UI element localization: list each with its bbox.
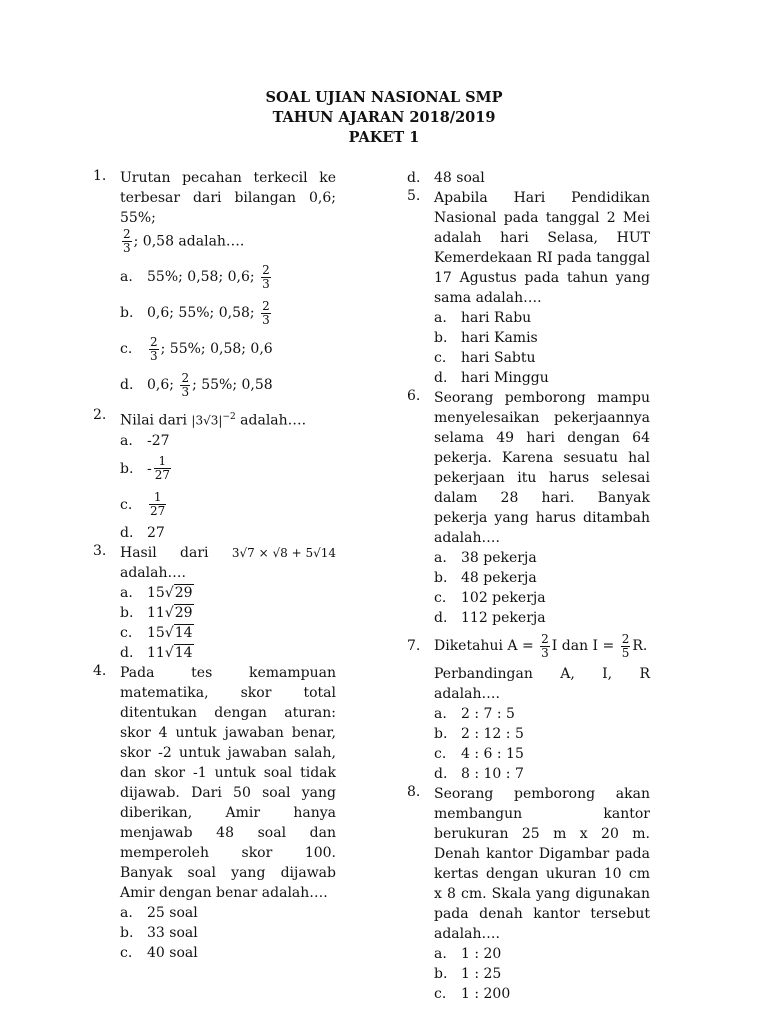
question-7	[407, 628, 650, 784]
question-4	[93, 663, 336, 963]
option-b: b. 2 : 12 : 5	[434, 726, 524, 742]
question-text: Seorang pemborong akan membangun kantor berukuran 25 m x 20 m. Denah kantor Digambar pada kertas dengan ukuran 10 cm x 8 cm. Skala yang digunakan pada denah kantor tersebut adalah….	[434, 786, 650, 942]
option-c: c. 102 pekerja	[434, 590, 546, 606]
option-d: d. 0,6; $\frac{2}{3}$ ; 55%; 0,58	[120, 370, 273, 399]
option-b: b. - $\frac{1}{27}$	[120, 454, 171, 483]
option-c: c. $\frac{2}{3}$ ; 55%; 0,58; 0,6	[120, 334, 273, 363]
exam-title: SOAL UJIAN NASIONAL SMP	[265, 89, 503, 106]
option-b: b. 1 : 25	[434, 966, 502, 982]
question-number: 5.	[407, 188, 421, 204]
option-a: a. 38 pekerja	[434, 550, 537, 566]
question-4-continued	[407, 168, 650, 188]
question-number: 7.	[407, 638, 421, 654]
question-6	[407, 388, 650, 628]
question-text-part: Urutan pecahan terkecil ke terbesar dari bilangan 0,6; 55%;	[120, 170, 336, 226]
option-a: a. 2 : 7 : 5	[434, 706, 515, 722]
option-d: d. 11√14	[120, 644, 193, 661]
option-d: d. 8 : 10 : 7	[434, 766, 524, 782]
question-5	[407, 188, 650, 388]
option-a: a. 15√29	[120, 584, 193, 601]
option-c: c. 4 : 6 : 15	[434, 746, 524, 762]
question-text-part: Perbandingan A, I, R adalah….	[434, 666, 650, 702]
option-b: b. hari Kamis	[434, 330, 538, 346]
option-b: b. 48 pekerja	[434, 570, 537, 586]
question-number: 4.	[93, 662, 107, 679]
left-column	[93, 168, 336, 963]
option-c: c. 15√14	[120, 624, 193, 641]
question-text: Diketahui A = $\frac{2}{3}$ I dan I = $\frac{2}{5}$ R.	[434, 631, 648, 660]
question-3	[93, 543, 336, 663]
question-text: Seorang pemborong mampu menyelesaikan pekerjaannya selama 49 hari dengan 64 pekerja. Karena sesuatu hal pekerjaan itu harus selesai dalam 28 hari. Banyak pekerja yang harus ditambah adalah….	[434, 390, 650, 546]
option-c: c. 1 : 200	[434, 986, 511, 1002]
option-b: b. 11√29	[120, 604, 193, 621]
package-label: PAKET 1	[348, 129, 420, 146]
option-b: b. 0,6; 55%; 0,58; $\frac{2}{3}$	[120, 298, 270, 327]
option-c: c. hari Sabtu	[434, 350, 536, 366]
option-d: d. 27	[120, 524, 165, 541]
option-a: a. -27	[120, 432, 170, 449]
option-a: a. 55%; 0,58; 0,6; $\frac{2}{3}$	[120, 262, 270, 291]
right-column	[407, 168, 650, 1004]
question-number: 2.	[93, 407, 107, 423]
question-number: 6.	[407, 388, 421, 404]
question-text	[120, 168, 336, 255]
option-d: d. 48 soal	[407, 170, 485, 186]
question-text: Pada tes kemampuan matematika, skor total ditentukan dengan aturan: skor 4 untuk jawaban benar, skor -2 untuk jawaban salah, dan skor -1 untuk soal tidak dijawab. Dari 50 soal yang diberikan, Amir hanya menjawab 48 soal dan memperoleh skor 100. Banyak soal yang dijawab Amir dengan benar adalah….	[120, 664, 336, 901]
school-year: TAHUN AJARAN 2018/2019	[272, 109, 496, 126]
question-number: 3.	[93, 542, 107, 559]
option-c: c. $\frac{1}{27}$	[120, 490, 166, 519]
question-text-part: ; 0,58 adalah….	[133, 233, 245, 250]
document-header	[0, 88, 768, 148]
option-a: a. 1 : 20	[434, 946, 502, 962]
question-number: 8.	[407, 784, 421, 800]
option-d: d. 112 pekerja	[434, 610, 546, 626]
fraction: $\frac{2}{3}$	[123, 227, 131, 255]
question-1	[93, 168, 336, 403]
question-number: 1.	[93, 168, 107, 184]
question-text-part: adalah….	[120, 564, 186, 581]
option-a: a. hari Rabu	[434, 310, 532, 326]
question-2	[93, 407, 336, 543]
option-a: a. 25 soal	[120, 904, 198, 921]
question-8	[407, 784, 650, 1004]
question-text: Nilai dari $|3√3|^{-2}$ adalah….	[120, 412, 307, 429]
question-text: Hasil dari 3√7 × √8 + 5√14	[120, 544, 336, 561]
option-c: c. 40 soal	[120, 944, 198, 961]
option-d: d. hari Minggu	[434, 370, 549, 386]
option-b: b. 33 soal	[120, 924, 198, 941]
question-text: Apabila Hari Pendidikan Nasional pada tanggal 2 Mei adalah hari Selasa, HUT Kemerdekaan RI pada tanggal 17 Agustus pada tahun yang sama adalah….	[434, 190, 650, 306]
